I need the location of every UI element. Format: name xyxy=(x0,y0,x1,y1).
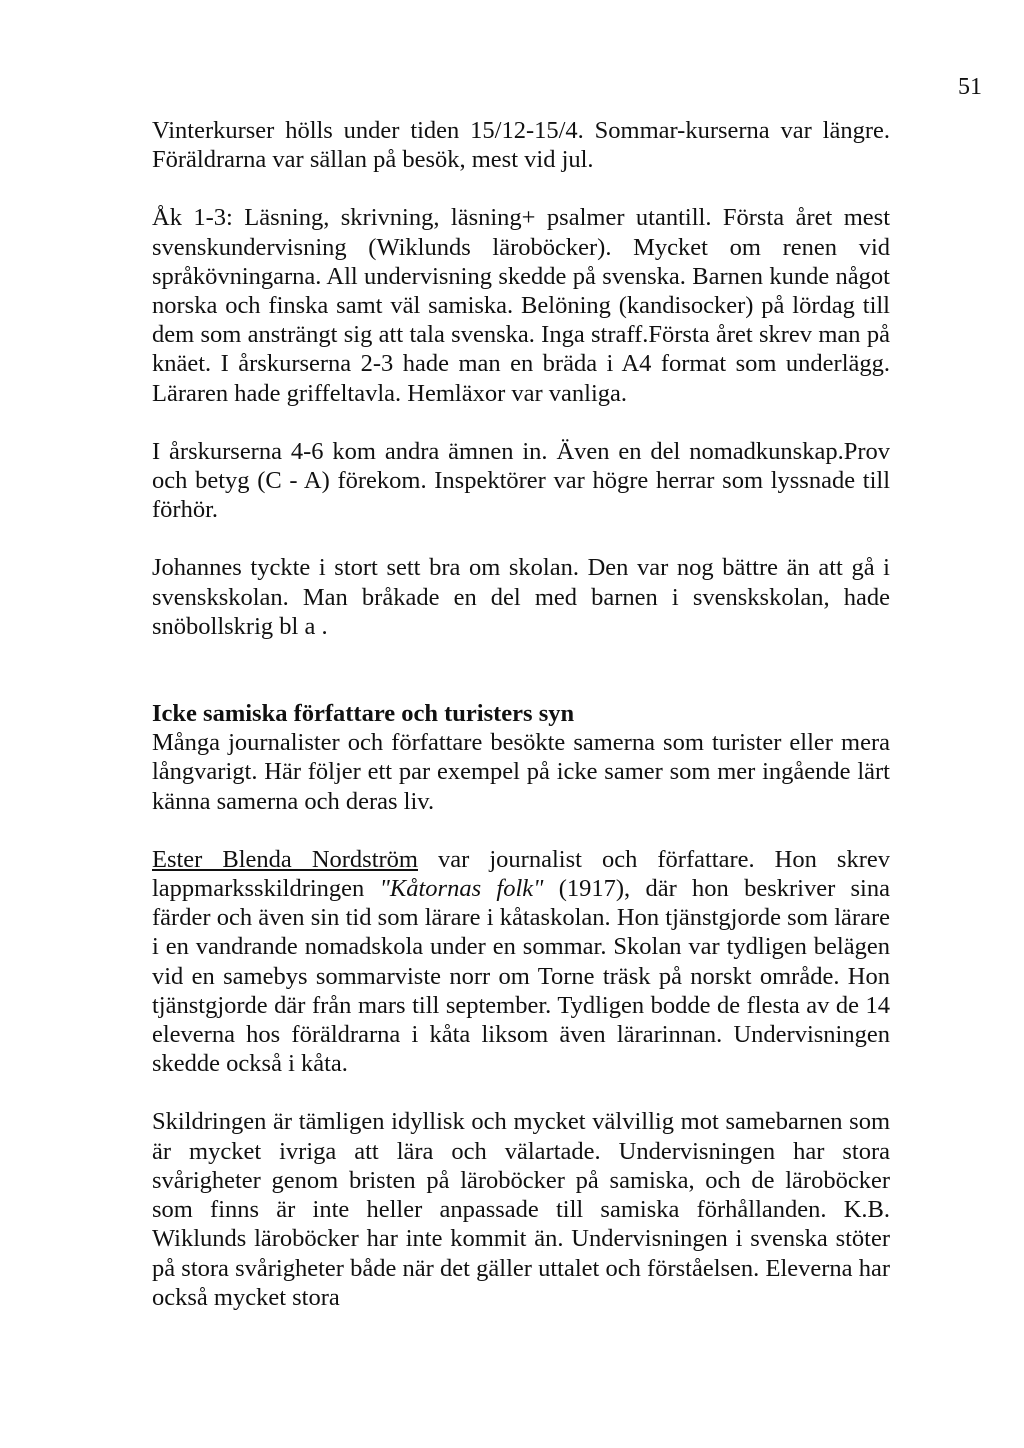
paragraph-grades-1-3: Åk 1-3: Läsning, skrivning, läsning+ psalmer utantill. Första året mest svenskundervisning (Wiklunds läroböcker). Mycket om renen vid språkövningarna. All undervisning skedde på svenska. Barnen kunde något norska och finska samt väl samiska. Belöning (kandisocker) på lördag till dem som ansträngt sig att tala svenska. Inga straff.Första året skrev man på knäet. I årskurserna 2-3 hade man en bräda i A4 format som underlägg. Läraren hade griffeltavla. Hemläxor var vanliga. xyxy=(152,204,890,407)
page-number: 51 xyxy=(958,74,982,100)
section-intro: Många journalister och författare besökte samerna som turister eller mera långvarigt. Här följer ett par exempel på icke samer som mer ingående lärt känna samerna och deras liv. xyxy=(152,729,890,815)
paragraph-johannes: Johannes tyckte i stort sett bra om skolan. Den var nog bättre än att gå i svenskskolan. Man bråkade en del med barnen i svenskskolan, hade snöbollskrig bl a . xyxy=(152,554,890,640)
author-name: Ester Blenda Nordström xyxy=(152,845,418,873)
nordstrom-text-b: (1917), där hon beskriver sina färder och även sin tid som lärare i kåtaskolan. Hon tjänstgjorde som lärare i en vandrande nomadskola under en sommar. Skolan var tydligen belägen vid en samebys sommarviste norr om Torne träsk på norskt område. Hon tjänstgjorde där från mars till september. Tydligen bodde de flesta av de 14 eleverna hos föräldrarna i kåta liksom även lärarinnan. Undervisningen skedde också i kåta. xyxy=(152,875,890,1078)
page-body xyxy=(152,116,890,1312)
book-title: "Kåtornas folk" xyxy=(379,875,544,903)
section-heading: Icke samiska författare och turisters syn xyxy=(152,700,575,728)
paragraph-closing: Skildringen är tämligen idyllisk och mycket välvillig mot samebarnen som är mycket ivriga att lära och välartade. Undervisningen har stora svårigheter genom bristen på läroböcker på samiska, och de läroböcker som finns är inte heller anpassade till samiska förhållanden. K.B. Wiklunds läroböcker har inte kommit än. Undervisningen i svenska stöter på stora svårigheter både när det gäller uttalet och förståelsen. Eleverna har också mycket stora xyxy=(152,1108,890,1311)
paragraph-grades-4-6: I årskurserna 4-6 kom andra ämnen in. Även en del nomadkunskap.Prov och betyg (C - A) förekom. Inspektörer var högre herrar som lyssnade till förhör. xyxy=(152,437,890,524)
paragraph-nordstrom xyxy=(152,845,890,1079)
paragraph-winter-courses: Vinterkurser hölls under tiden 15/12-15/4. Sommar-kurserna var längre. Föräldrarna var sällan på besök, mest vid jul. xyxy=(152,117,890,174)
nordstrom-text-a: var journalist och författare. Hon skrev lappmarksskildringen xyxy=(152,845,890,903)
